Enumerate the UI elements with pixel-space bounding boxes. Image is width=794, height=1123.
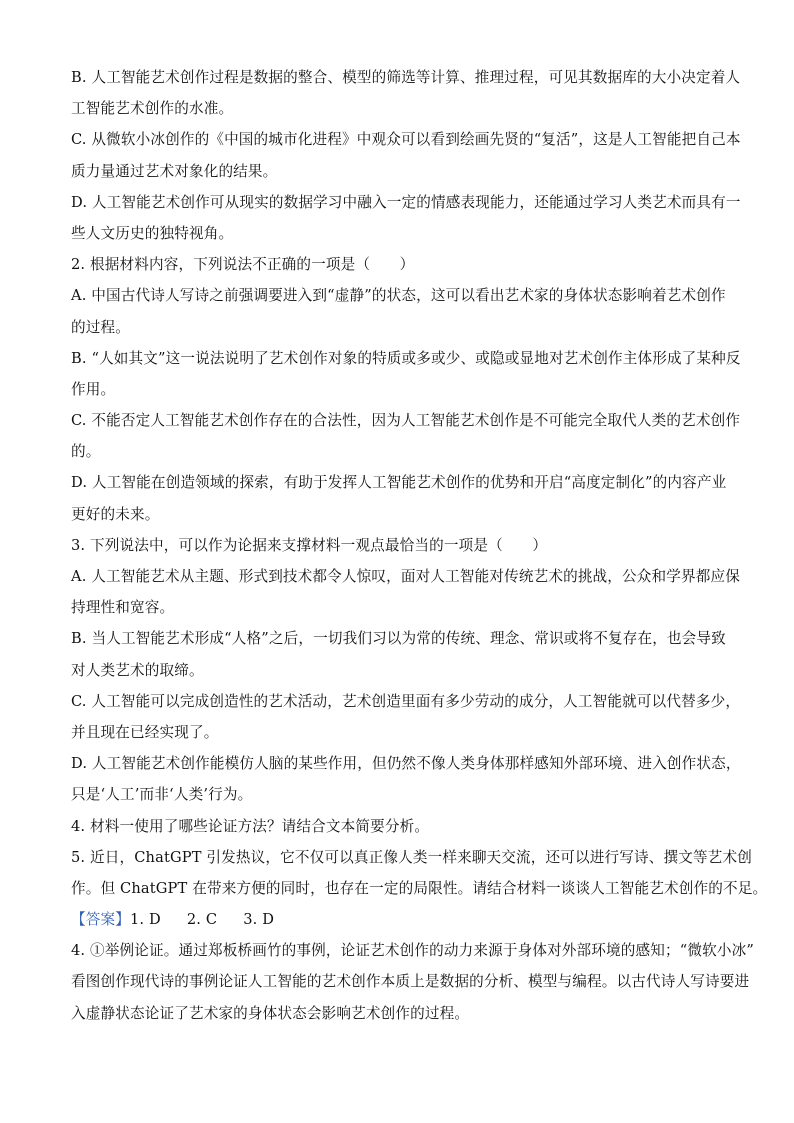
answer-tag: 【答案】 <box>71 911 130 929</box>
text-line: 持理性和宽容。 <box>71 599 175 617</box>
document-body <box>71 62 768 1029</box>
question-5-stem: 5. 近日，ChatGPT 引发热议，它不仅可以真正像人类一样来聊天交流，还可以进行写诗、撰文等艺术创 <box>71 848 752 866</box>
answer-item: 1. D <box>129 911 161 929</box>
analysis-line: 入虚静状态论证了艺术家的身体状态会影响艺术创作的过程。 <box>71 1004 470 1022</box>
text-line: D. 人工智能艺术创作能模仿人脑的某些作用，但仍然不像人类身体那样感知外部环境、进入创作状态， <box>71 755 741 773</box>
text-line: 作用。 <box>71 380 116 398</box>
analysis-line: 4. ①举例论证。通过郑板桥画竹的事例，论证艺术创作的动力来源于身体对外部环境的感知；“微软小冰” <box>71 942 754 960</box>
question-3-stem: 3. 下列说法中，可以作为论据来支撑材料一观点最恰当的一项是（ ） <box>71 536 548 554</box>
text-line: C. 人工智能可以完成创造性的艺术活动，艺术创造里面有多少劳动的成分，人工智能就可以代替多少， <box>71 692 741 710</box>
text-line: 些人文历史的独特视角。 <box>71 224 234 242</box>
answer-line <box>71 904 721 935</box>
text-line: 工智能艺术创作的水准。 <box>71 100 234 118</box>
text-line: D. 人工智能艺术创作可从现实的数据学习中融入一定的情感表现能力，还能通过学习人类艺术而具有一 <box>71 193 741 211</box>
text-line: 的。 <box>71 443 101 461</box>
answer-item: 3. D <box>243 911 275 929</box>
text-line: C. 不能否定人工智能艺术创作存在的合法性，因为人工智能艺术创作是不可能完全取代人类的艺术创作 <box>71 412 741 430</box>
text-line: 更好的未来。 <box>71 505 160 523</box>
answer-item: 2. C <box>186 911 218 929</box>
question-2-stem: 2. 根据材料内容，下列说法不正确的一项是（ ） <box>71 256 415 274</box>
text-line: 并且现在已经实现了。 <box>71 723 219 741</box>
text-line: B. 人工智能艺术创作过程是数据的整合、模型的筛选等计算、推理过程，可见其数据库的大小决定着人 <box>71 69 741 86</box>
text-line: B. 当人工智能艺术形成“人格”之后，一切我们习以为常的传统、理念、常识或将不复存在，也会导致 <box>71 630 726 648</box>
text-line: B. “人如其文”这一说法说明了艺术创作对象的特质或多或少、或隐或显地对艺术创作主体形成了某种反 <box>71 349 741 367</box>
text-line: A. 人工智能艺术从主题、形式到技术都令人惊叹，面对人工智能对传统艺术的挑战，公众和学界都应保 <box>71 568 740 585</box>
text-line: D. 人工智能在创造领域的探索，有助于发挥人工智能艺术创作的优势和开启“高度定制化”的内容产业 <box>71 474 727 492</box>
text-line: 对人类艺术的取缔。 <box>71 661 204 679</box>
text-line: 质力量通过艺术对象化的结果。 <box>71 162 278 180</box>
text-line: C. 从微软小冰创作的《中国的城市化进程》中观众可以看到绘画先贤的“复活”，这是人工智能把自己本 <box>71 131 741 149</box>
text-line: A. 中国古代诗人写诗之前强调要进入到“虚静”的状态，这可以看出艺术家的身体状态影响着艺术创作 <box>71 287 726 305</box>
question-4-stem: 4. 材料一使用了哪些论证方法？请结合文本简要分析。 <box>71 817 430 835</box>
text-line: 只是‘人工’而非‘人类’行为。 <box>71 786 253 804</box>
analysis-line: 看图创作现代诗的事例论证人工智能的艺术创作本质上是数据的分析、模型与编程。以古代诗人写诗要进 <box>71 973 750 991</box>
text-line: 作。但 ChatGPT 在带来方便的同时，也存在一定的局限性。请结合材料一谈谈人工智能艺术创作的不足。 <box>71 879 768 897</box>
text-line: 的过程。 <box>71 318 130 336</box>
